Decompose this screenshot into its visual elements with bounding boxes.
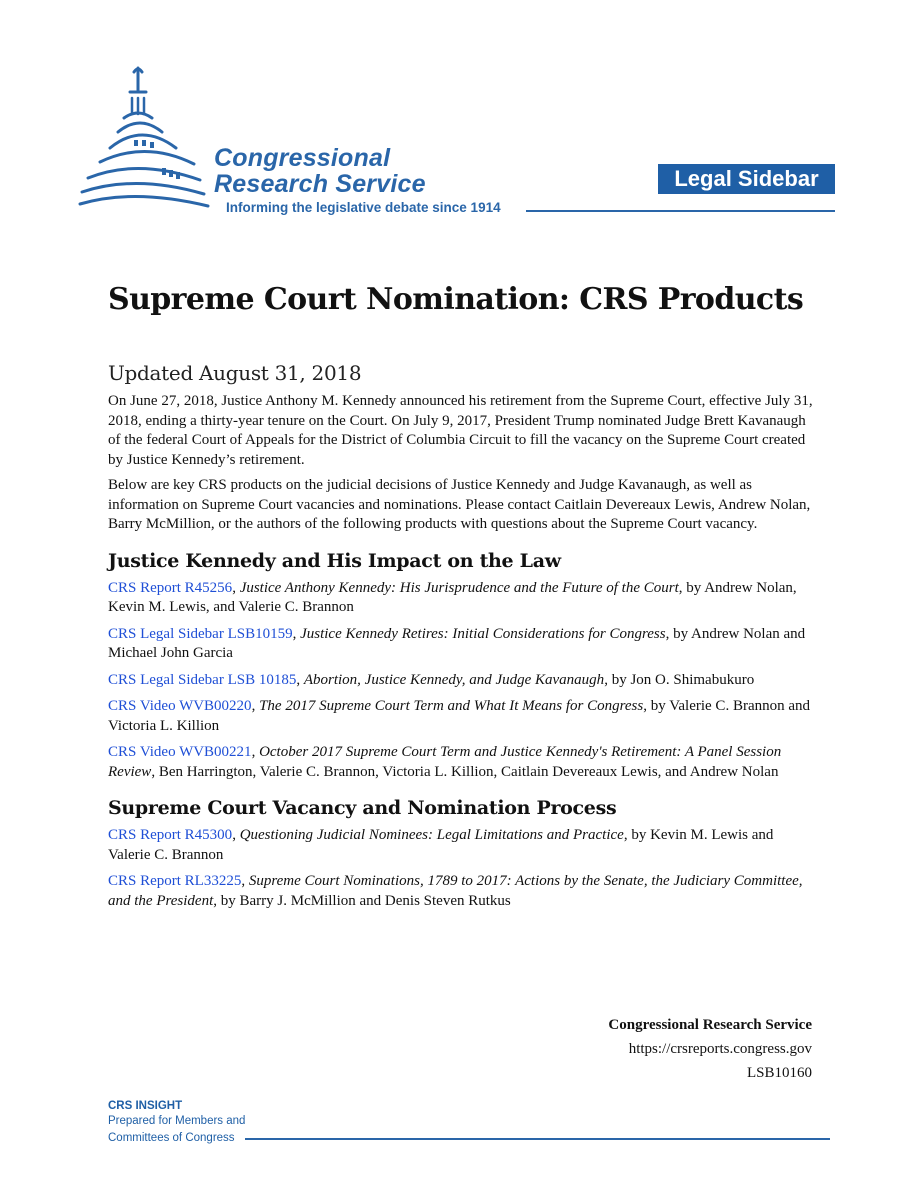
product-entry: CRS Report R45300, Questioning Judicial Nominees: Legal Limitations and Practice, by Kevin M. Lewis and Valerie C. Brannon [108,827,774,863]
product-title: Questioning Judicial Nominees: Legal Limitations and Practice [239,827,624,843]
legal-sidebar-badge: Legal Sidebar [658,164,835,194]
product-authors: , by Andrew Nolan, Kevin M. Lewis, and Valerie C. Brannon [108,579,797,615]
product-entry: CRS Report RL33225, Supreme Court Nominations, 1789 to 2017: Actions by the Senate, the Judiciary Committee, and the President, by Barry J. McMillion and Denis Steven Rutkus [108,873,803,909]
footer-org: Congressional Research Service [608,1017,812,1033]
product-authors: , Ben Harrington, Valerie C. Brannon, Victoria L. Killion, Caitlain Devereaux Lewis, and Andrew Nolan [151,763,779,780]
section-heading: Supreme Court Vacancy and Nomination Process [108,797,617,819]
product-link[interactable]: CRS Video WVB00221 [108,744,252,760]
header [78,62,838,222]
product-authors: , by Barry J. McMillion and Denis Steven Rutkus [213,892,511,909]
product-entry: CRS Legal Sidebar LSB10159, Justice Kennedy Retires: Initial Considerations for Congress, by Andrew Nolan and Michael John Garcia [108,625,806,661]
updated-date: Updated August 31, 2018 [108,361,362,385]
product-title: October 2017 Supreme Court Term and Justice Kennedy's Retirement: A Panel Session Review [108,744,782,780]
tagline-rule [526,210,835,212]
insight-line1: Prepared for Members and [108,1115,246,1127]
product-link[interactable]: CRS Legal Sidebar LSB 10185 [108,671,297,688]
product-link[interactable]: CRS Report R45256 [108,579,233,596]
product-authors: , by Andrew Nolan and Michael John Garcia [108,625,806,661]
document-body [108,280,813,918]
product-authors: , by Jon O. Shimabukuro [604,671,755,688]
product-title: The 2017 Supreme Court Term and What It Means for Congress [259,698,644,714]
org-name-line2: Research Service [214,170,426,198]
tagline: Informing the legislative debate since 1914 [226,200,501,215]
product-link[interactable]: CRS Legal Sidebar LSB10159 [108,625,293,642]
insight-title: CRS INSIGHT [108,1100,183,1112]
footer-url[interactable]: https://crsreports.congress.gov [628,1041,812,1057]
intro-paragraph: On June 27, 2018, Justice Anthony M. Kennedy announced his retirement from the Supreme Court, effective July 31, 2018, ending a thirty-year tenure on the Court. On July 9, 2017, President Trump nominated Judge Brett Kavanaugh of the federal Court of Appeals for the District of Columbia Circuit to fill the vacancy on the Supreme Court created by Justice Kennedy’s retirement. [108,393,813,468]
footer-info [608,1013,812,1085]
product-link[interactable]: CRS Report R45300 [108,827,233,843]
insight-line2: Committees of Congress [108,1132,235,1144]
footer-doc-id: LSB10160 [746,1065,812,1081]
page-title: Supreme Court Nomination: CRS Products [108,282,804,317]
intro-paragraph: Below are key CRS products on the judicial decisions of Justice Kennedy and Judge Kavanaugh, as well as information on Supreme Court vacancies and nominations. Please contact Caitlain Devereaux Lewis, Andrew Nolan, Barry McMillion, or the authors of the following products with questions about the Supreme Court vacancy. [108,477,811,532]
product-title: Supreme Court Nominations, 1789 to 2017: Actions by the Senate, the Judiciary Committee, and the President [108,873,803,909]
org-name-line1: Congressional [214,144,391,172]
product-entry: CRS Video WVB00220, The 2017 Supreme Court Term and What It Means for Congress, by Valerie C. Brannon and Victoria L. Killion [108,698,811,734]
product-title: Justice Anthony Kennedy: His Jurisprudence and the Future of the Court [239,579,679,596]
section-heading: Justice Kennedy and His Impact on the Law [108,549,561,572]
product-title: Justice Kennedy Retires: Initial Considerations for Congress [300,625,666,642]
crs-insight-block [108,1099,245,1147]
product-link[interactable]: CRS Report RL33225 [108,873,242,889]
product-link[interactable]: CRS Video WVB00220 [108,698,252,714]
product-title: Abortion, Justice Kennedy, and Judge Kavanaugh [303,671,605,688]
capitol-dome-logo [78,62,218,222]
product-authors: , by Valerie C. Brannon and Victoria L. Killion [108,698,811,734]
product-authors: , by Kevin M. Lewis and Valerie C. Brannon [108,827,774,863]
product-entry: CRS Video WVB00221, October 2017 Supreme Court Term and Justice Kennedy's Retirement: A Panel Session Review, Ben Harrington, Valerie C. Brannon, Victoria L. Killion, Caitlain Devereaux Lewis, and Andrew Nolan [108,744,782,780]
product-entry: CRS Report R45256, Justice Anthony Kennedy: His Jurisprudence and the Future of the Court, by Andrew Nolan, Kevin M. Lewis, and Valerie C. Brannon [108,579,797,615]
product-entry: CRS Legal Sidebar LSB 10185, Abortion, Justice Kennedy, and Judge Kavanaugh, by Jon O. Shimabukuro [108,671,755,688]
insight-rule [245,1138,830,1140]
